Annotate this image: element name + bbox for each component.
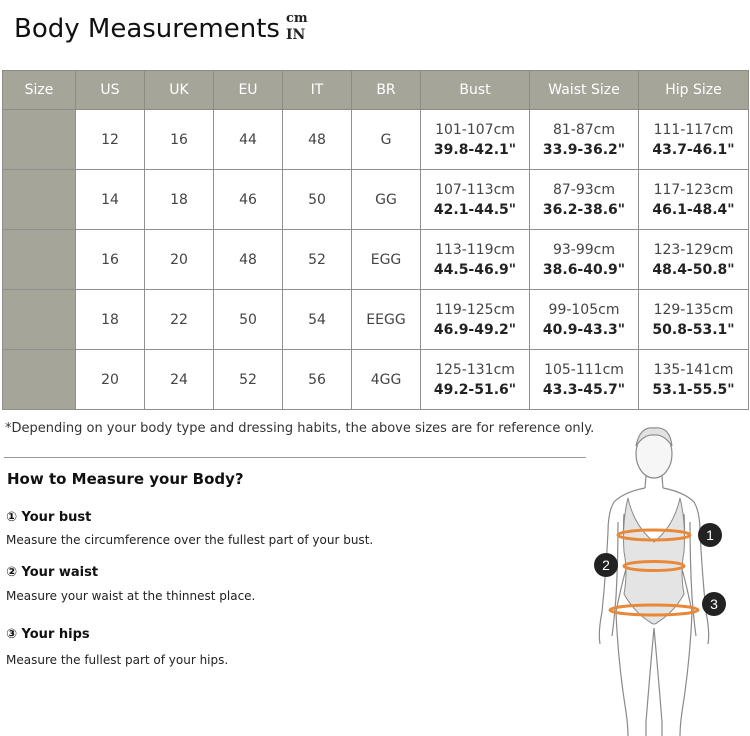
table-row	[3, 290, 749, 350]
hip-in: 43.7-46.1"	[652, 141, 735, 158]
col-header-eu: EU	[214, 71, 283, 110]
unit-cm[interactable]: cm	[286, 11, 308, 26]
hip-cm: 123-129cm	[653, 241, 734, 258]
size-cell	[3, 290, 76, 350]
uk-cell: 18	[145, 170, 214, 230]
waist-cm: 105-111cm	[544, 361, 624, 378]
bust-in: 39.8-42.1"	[433, 141, 517, 158]
eu-cell: 48	[214, 230, 283, 290]
waist-cell	[530, 290, 639, 350]
col-header-size: Size	[3, 71, 76, 110]
waist-in: 36.2-38.6"	[542, 201, 626, 218]
bust-cell	[421, 230, 530, 290]
br-cell: EEGG	[352, 290, 421, 350]
br-cell: EGG	[352, 230, 421, 290]
col-header-uk: UK	[145, 71, 214, 110]
waist-cm: 99-105cm	[548, 301, 620, 318]
hip-in: 53.1-55.5"	[652, 381, 735, 398]
waist-cm: 87-93cm	[552, 181, 615, 198]
us-cell: 18	[76, 290, 145, 350]
waist-cell	[530, 350, 639, 410]
eu-cell: 46	[214, 170, 283, 230]
eu-cell: 52	[214, 350, 283, 410]
hip-cell	[639, 110, 749, 170]
step-waist-heading: ② Your waist	[6, 565, 99, 580]
eu-cell: 44	[214, 110, 283, 170]
marker-3-label: 3	[710, 596, 718, 612]
step-bust-text: Measure the circumference over the fullest part of your bust.	[6, 533, 374, 547]
size-cell	[3, 110, 76, 170]
eu-cell: 50	[214, 290, 283, 350]
hip-in: 48.4-50.8"	[652, 261, 735, 278]
marker-1-label: 1	[706, 527, 714, 543]
hip-cell	[639, 170, 749, 230]
step-bust-heading: ① Your bust	[6, 510, 92, 525]
waist-cell	[530, 230, 639, 290]
table-row	[3, 110, 749, 170]
it-cell: 54	[283, 290, 352, 350]
bust-cell	[421, 350, 530, 410]
bust-cm: 101-107cm	[435, 121, 515, 138]
table-row	[3, 350, 749, 410]
uk-cell: 20	[145, 230, 214, 290]
marker-2-label: 2	[602, 557, 610, 573]
table-row	[3, 170, 749, 230]
step-hips-heading: ③ Your hips	[6, 627, 90, 642]
bust-cm: 125-131cm	[435, 361, 515, 378]
hip-cell	[639, 290, 749, 350]
us-cell: 16	[76, 230, 145, 290]
hip-in: 46.1-48.4"	[652, 201, 735, 218]
body-figure-illustration	[588, 422, 738, 736]
it-cell: 48	[283, 110, 352, 170]
howto-title: How to Measure your Body?	[7, 470, 244, 488]
uk-cell: 22	[145, 290, 214, 350]
page-title: Body Measurements	[14, 14, 280, 44]
bust-cm: 113-119cm	[435, 241, 515, 258]
bust-cell	[421, 110, 530, 170]
us-cell: 14	[76, 170, 145, 230]
us-cell: 20	[76, 350, 145, 410]
us-cell: 12	[76, 110, 145, 170]
hip-cm: 129-135cm	[653, 301, 734, 318]
col-header-it: IT	[283, 71, 352, 110]
col-header-bust: Bust	[421, 71, 530, 110]
col-header-hip: Hip Size	[639, 71, 749, 110]
bust-cell	[421, 170, 530, 230]
bust-in: 46.9-49.2"	[433, 321, 517, 338]
it-cell: 56	[283, 350, 352, 410]
waist-in: 43.3-45.7"	[542, 381, 626, 398]
hip-cm: 135-141cm	[653, 361, 734, 378]
marker-2	[594, 553, 618, 577]
col-header-us: US	[76, 71, 145, 110]
bust-cm: 107-113cm	[435, 181, 515, 198]
bust-cell	[421, 290, 530, 350]
uk-cell: 24	[145, 350, 214, 410]
bust-in: 49.2-51.6"	[433, 381, 517, 398]
waist-cm: 81-87cm	[552, 121, 615, 138]
it-cell: 50	[283, 170, 352, 230]
hip-cell	[639, 230, 749, 290]
waist-cell	[530, 170, 639, 230]
size-cell	[3, 230, 76, 290]
table-row	[3, 230, 749, 290]
size-cell	[3, 170, 76, 230]
hip-cm: 117-123cm	[653, 181, 734, 198]
it-cell: 52	[283, 230, 352, 290]
hip-cm: 111-117cm	[653, 121, 734, 138]
step-waist-text: Measure your waist at the thinnest place.	[6, 589, 256, 603]
bust-in: 44.5-46.9"	[433, 261, 517, 278]
table-header-row	[3, 71, 749, 110]
hip-in: 50.8-53.1"	[652, 321, 735, 338]
size-cell	[3, 350, 76, 410]
marker-1	[698, 523, 722, 547]
waist-in: 33.9-36.2"	[542, 141, 626, 158]
waist-cm: 93-99cm	[552, 241, 615, 258]
waist-in: 38.6-40.9"	[542, 261, 626, 278]
br-cell: GG	[352, 170, 421, 230]
col-header-waist: Waist Size	[530, 71, 639, 110]
marker-3	[702, 592, 726, 616]
step-hips-text: Measure the fullest part of your hips.	[6, 653, 229, 667]
br-cell: G	[352, 110, 421, 170]
unit-in[interactable]: IN	[286, 27, 306, 43]
bust-in: 42.1-44.5"	[433, 201, 517, 218]
waist-cell	[530, 110, 639, 170]
unit-toggle[interactable]	[286, 10, 308, 44]
br-cell: 4GG	[352, 350, 421, 410]
bust-cm: 119-125cm	[435, 301, 515, 318]
hip-cell	[639, 350, 749, 410]
col-header-br: BR	[352, 71, 421, 110]
divider	[4, 457, 586, 458]
waist-in: 40.9-43.3"	[542, 321, 626, 338]
uk-cell: 16	[145, 110, 214, 170]
reference-note: *Depending on your body type and dressing habits, the above sizes are for reference only.	[5, 421, 595, 436]
size-chart-table	[2, 70, 749, 410]
